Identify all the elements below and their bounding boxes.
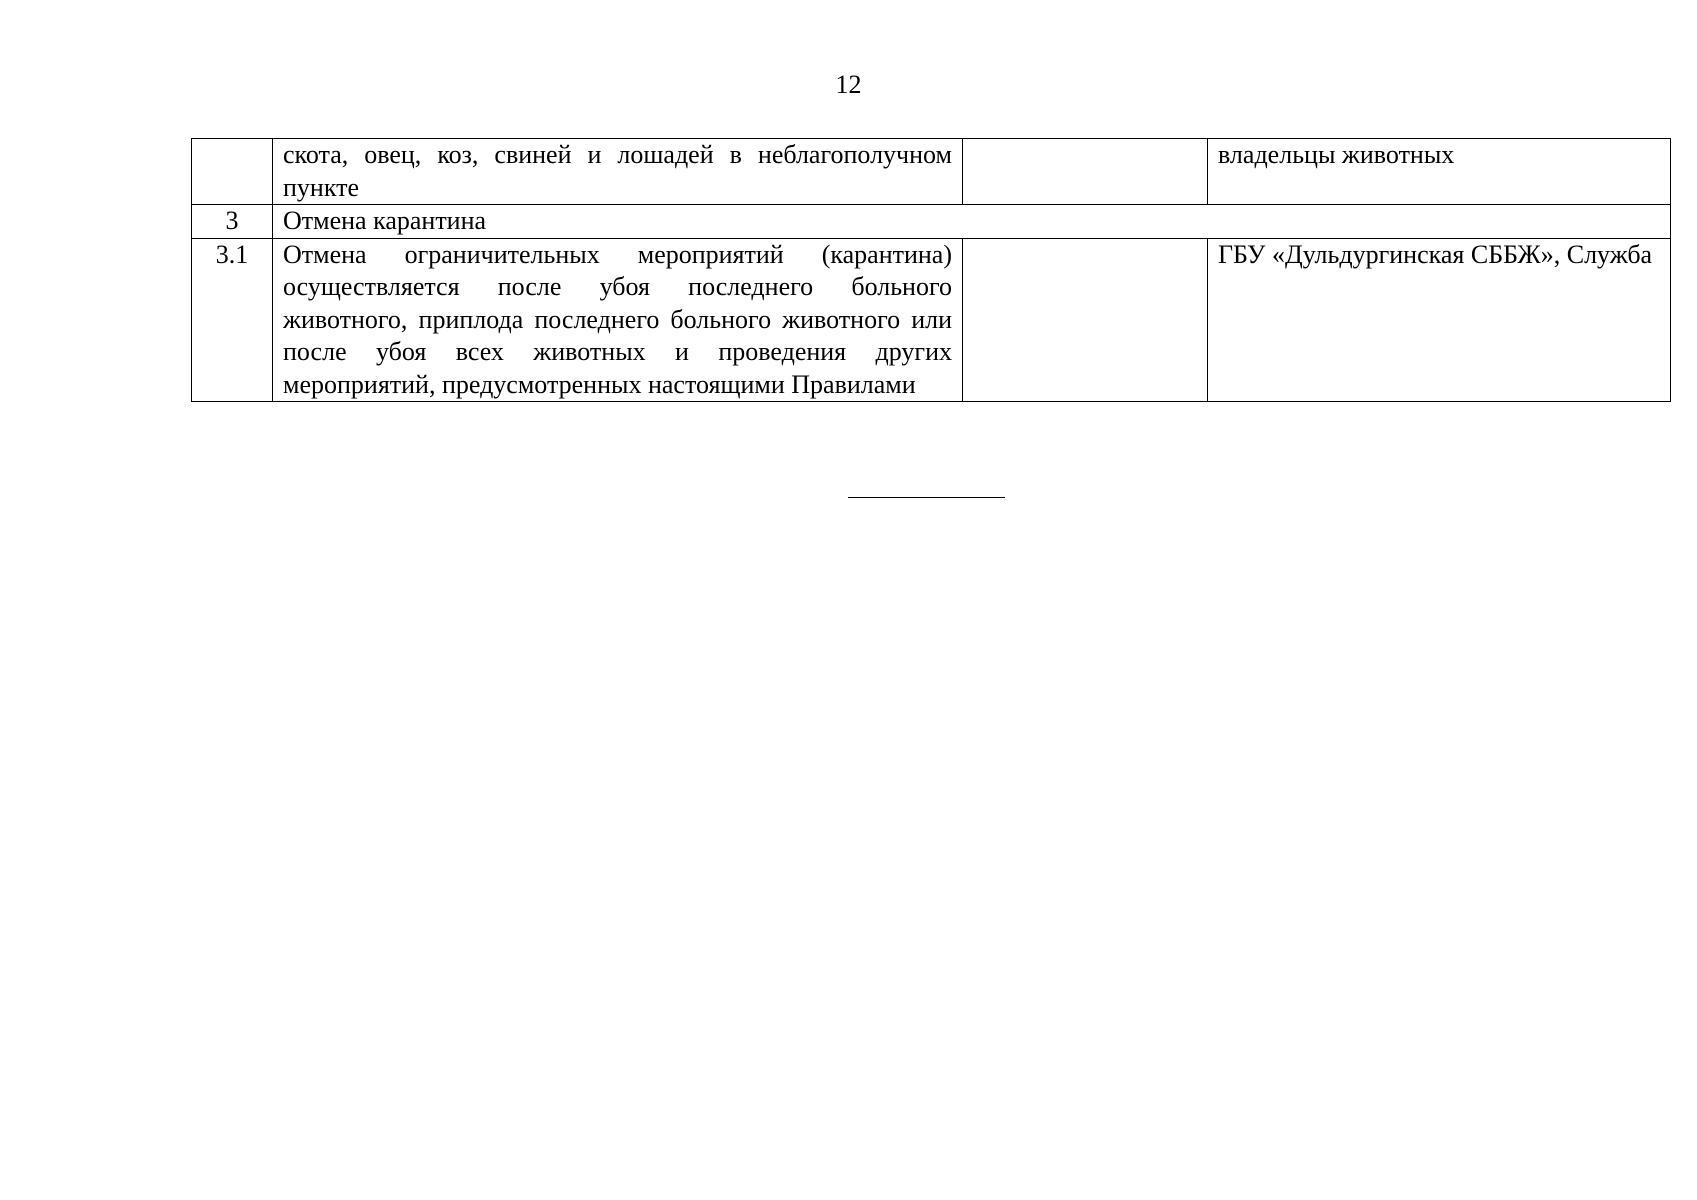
measure-cell: Отмена ограничительных мероприятий (карантина) осуществляется после убоя последнего больного животного, приплода последнего больного животного или после убоя всех животных и проведения других мероприятий, предусмотренных настоящими Правилами xyxy=(273,238,963,402)
responsible-cell: ГБУ «Дульдургинская СББЖ», Служба xyxy=(1208,238,1671,402)
table-row xyxy=(192,238,1671,402)
section-number-cell: 3 xyxy=(192,205,273,239)
term-cell xyxy=(963,139,1208,205)
row-number-cell xyxy=(192,139,273,205)
term-cell xyxy=(963,238,1208,402)
section-title-cell: Отмена карантина xyxy=(273,205,1671,239)
responsible-cell: владельцы животных xyxy=(1208,139,1671,205)
table-section-row xyxy=(192,205,1671,239)
end-separator-line xyxy=(848,497,1005,498)
row-number-cell: 3.1 xyxy=(192,238,273,402)
page-number: 12 xyxy=(835,70,862,99)
measure-cell: скота, овец, коз, свиней и лошадей в неблагополучном пункте xyxy=(273,139,963,205)
measures-table xyxy=(191,138,1671,402)
table-row xyxy=(192,139,1671,205)
